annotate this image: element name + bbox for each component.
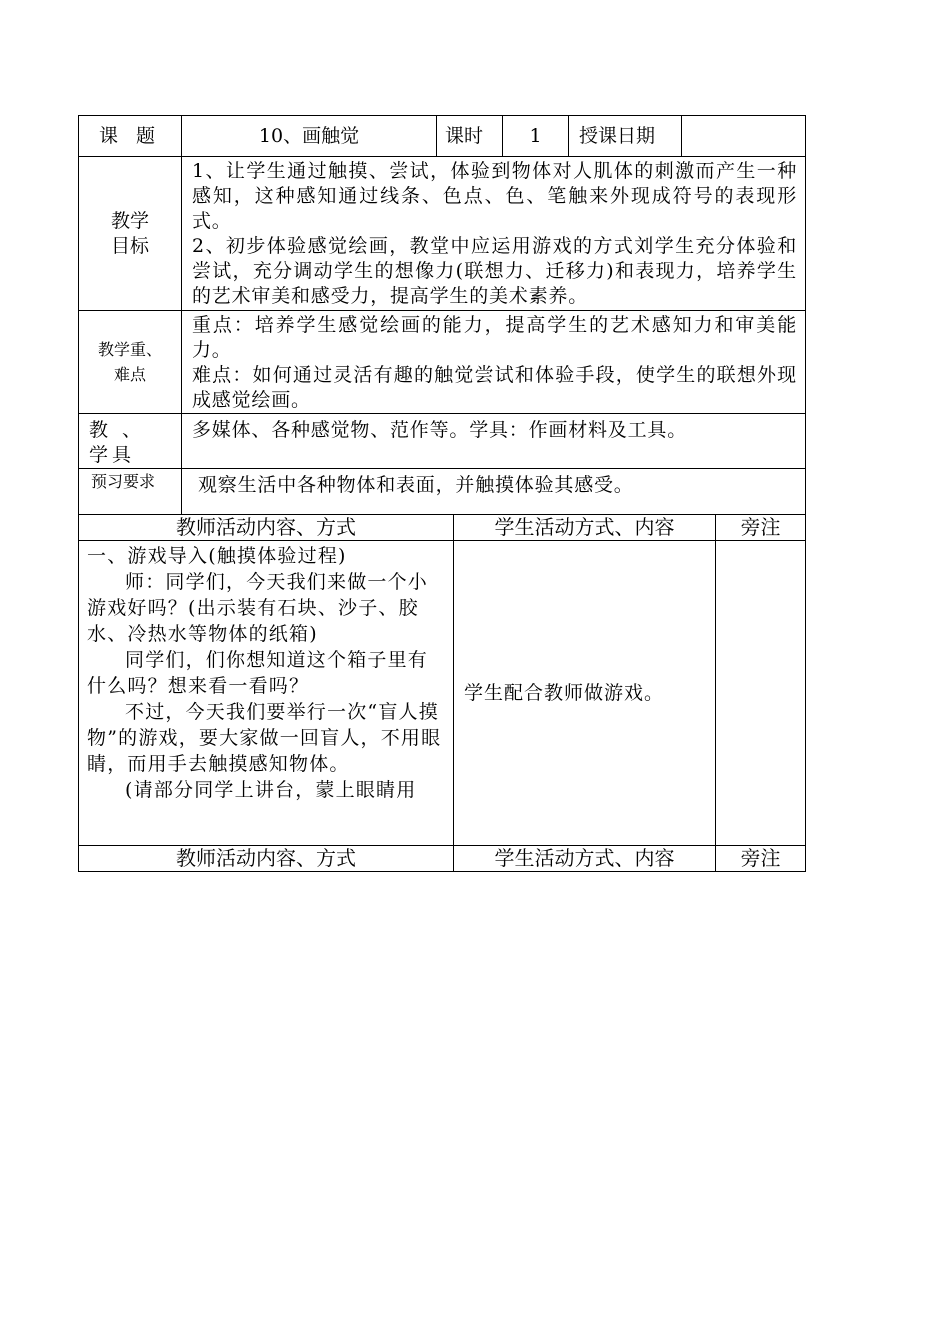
preview-row [79, 469, 806, 515]
activity-table [78, 514, 806, 872]
note-content [716, 541, 806, 846]
student-activity-footer: 学生活动方式、内容 [454, 846, 716, 872]
keypoints-row [79, 311, 806, 414]
teacher-paragraph-1: 师：同学们，今天我们来做一个小游戏好吗？(出示装有石块、沙子、胶水、冷热水等物体的纸箱) [87, 571, 429, 645]
preview-label: 预习要求 [79, 469, 182, 515]
keypoints-label [79, 311, 182, 414]
objectives-content [182, 157, 806, 311]
date-value [682, 116, 806, 157]
keypoints-label-line2: 难点 [113, 365, 146, 384]
hours-label: 课时 [437, 116, 503, 157]
keypoint-difficulty: 难点：如何通过灵活有趣的触觉尝试和体验手段，使学生的联想外现成感觉绘画。 [192, 364, 797, 411]
topic-value: 10、画触觉 [182, 116, 437, 157]
objectives-label [79, 157, 182, 311]
objectives-item-1: 1、让学生通过触摸、尝试，体验到物体对人肌体的刺激而产生一种感知，这种感知通过线条、色点、色、笔触来外现成符号的表现形式。 [192, 160, 797, 232]
objectives-label-line1: 教学 [110, 209, 149, 232]
teacher-activity-header: 教师活动内容、方式 [79, 515, 454, 541]
note-header: 旁注 [716, 515, 806, 541]
activity-footer-row [79, 846, 806, 872]
activity-body-row [79, 541, 806, 846]
tools-label: 教 、 学具 [79, 414, 182, 469]
teacher-activity-content [79, 541, 454, 846]
teacher-paragraph-3: 不过，今天我们要举行一次“盲人摸物”的游戏，要大家做一回盲人，不用眼睛，而用手去触摸感知物体。 [87, 701, 442, 775]
topic-row [79, 116, 806, 157]
lesson-info-table [78, 115, 806, 515]
teacher-activity-footer: 教师活动内容、方式 [79, 846, 454, 872]
student-activity-content: 学生配合教师做游戏。 [454, 541, 716, 846]
teacher-paragraph-2: 同学们，们你想知道这个箱子里有什么吗？想来看一看吗？ [87, 649, 429, 697]
objectives-row [79, 157, 806, 311]
note-footer: 旁注 [716, 846, 806, 872]
teacher-section-title: 一、游戏导入(触摸体验过程) [87, 545, 347, 567]
objectives-item-2: 2、初步体验感觉绘画，教堂中应运用游戏的方式刘学生充分体验和尝试，充分调动学生的想像力(联想力、迁移力)和表现力，培养学生的艺术审美和感受力，提高学生的美术素养。 [192, 235, 797, 307]
student-activity-header: 学生活动方式、内容 [454, 515, 716, 541]
keypoints-label-line1: 教学重、 [97, 340, 162, 359]
preview-value: 观察生活中各种物体和表面，并触摸体验其感受。 [182, 469, 806, 515]
hours-value: 1 [503, 116, 569, 157]
tools-row [79, 414, 806, 469]
teacher-paragraph-4: (请部分同学上讲台，蒙上眼睛用 [125, 779, 417, 801]
tools-value: 多媒体、各种感觉物、范作等。学具：作画材料及工具。 [182, 414, 806, 469]
objectives-label-line2: 目标 [110, 234, 149, 257]
keypoints-content [182, 311, 806, 414]
lesson-plan-page [78, 115, 805, 872]
topic-label: 课 题 [79, 116, 182, 157]
date-label: 授课日期 [569, 116, 682, 157]
activity-header-row [79, 515, 806, 541]
keypoint-focus: 重点：培养学生感觉绘画的能力，提高学生的艺术感知力和审美能力。 [192, 314, 797, 361]
